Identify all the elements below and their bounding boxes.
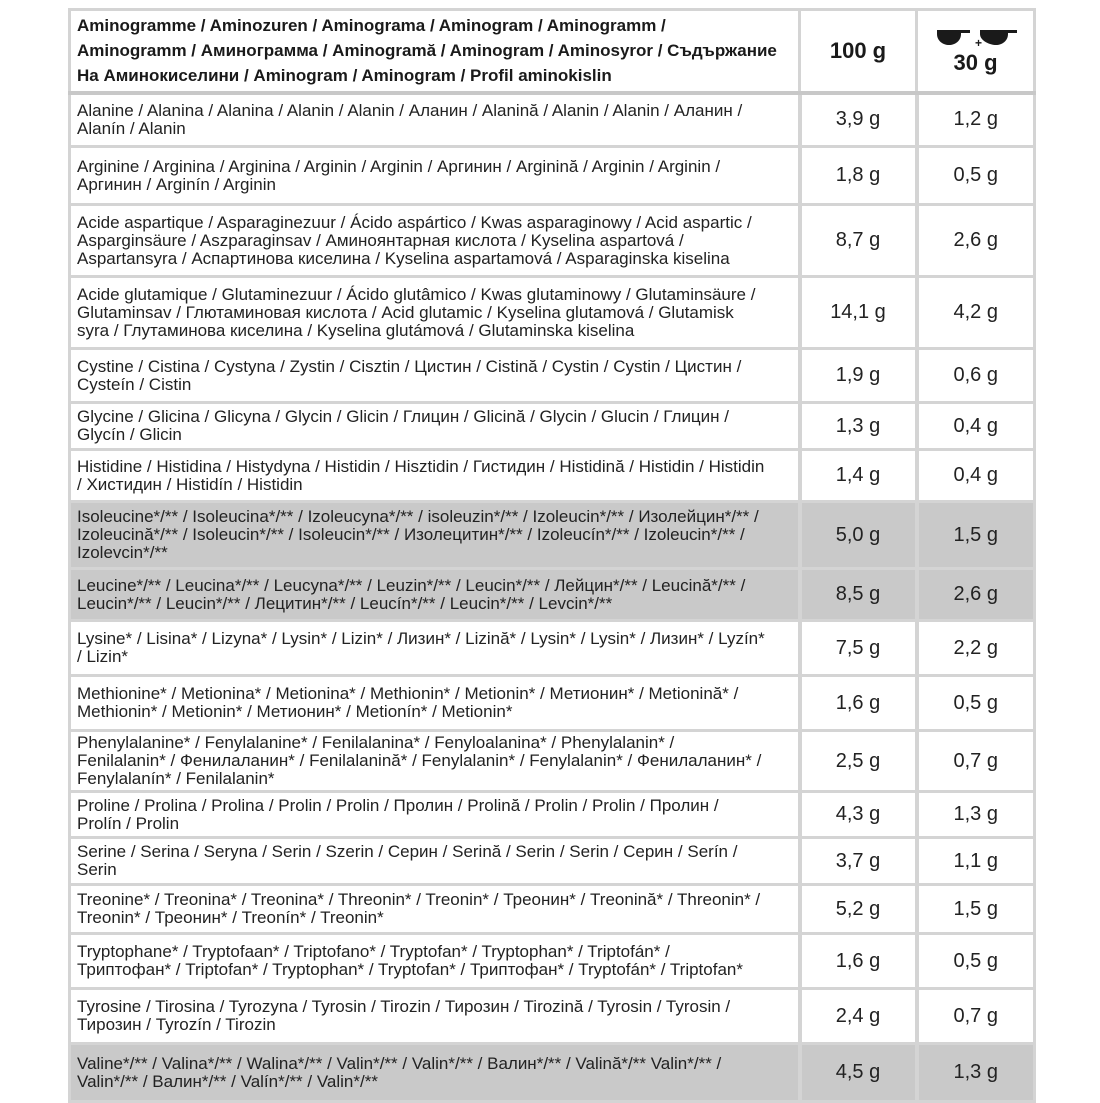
table-row [70,349,1035,403]
table-row [70,731,1035,792]
amino-acid-name: Proline / Prolina / Prolina / Prolin / Prolin / Пролин / Prolină / Prolin / Prolin / Пролин / Prolín / Prolin [70,792,800,838]
table-row [70,205,1035,277]
value-per-100g: 2,5 g [800,731,917,792]
value-per-100g: 1,8 g [800,147,917,205]
value-per-serving: 1,5 g [917,502,1035,569]
value-per-100g: 3,9 g [800,93,917,147]
value-per-serving: 4,2 g [917,277,1035,349]
value-per-100g: 7,5 g [800,621,917,676]
value-per-100g: 8,5 g [800,569,917,621]
per-serving-header [917,10,1035,93]
amino-acid-name: Tyrosine / Tirosina / Tyrozyna / Tyrosin / Tirozin / Тирозин / Tirozină / Tyrosin / Tyrosin / Тирозин / Tyrozín / Tirozin [70,989,800,1044]
table-title: Aminogramme / Aminozuren / Aminograma / Aminogram / Aminogramm / Aminogramm / Аминограмма / Aminogramă / Aminogram / Aminosyror / Съдържание На Аминокиселини / Aminogram / Aminogram / Profil aminokislin [70,10,800,93]
table-row [70,989,1035,1044]
table-row [70,838,1035,885]
two-scoops-icon [935,26,1017,48]
svg-text:+: + [974,35,982,48]
value-per-100g: 4,3 g [800,792,917,838]
amino-acid-name: Serine / Serina / Seryna / Serin / Szerin / Серин / Serină / Serin / Serin / Серин / Serín / Serin [70,838,800,885]
table-row [70,502,1035,569]
table-row [70,93,1035,147]
value-per-100g: 1,6 g [800,934,917,989]
value-per-serving: 1,1 g [917,838,1035,885]
value-per-100g: 1,9 g [800,349,917,403]
table-row [70,1044,1035,1102]
amino-acid-name: Lysine* / Lisina* / Lizyna* / Lysin* / Lizin* / Лизин* / Lizină* / Lysin* / Lysin* / Лизин* / Lyzín* / Lizin* [70,621,800,676]
table-row [70,885,1035,934]
value-per-100g: 4,5 g [800,1044,917,1102]
value-per-100g: 14,1 g [800,277,917,349]
value-per-serving: 2,2 g [917,621,1035,676]
value-per-serving: 0,4 g [917,450,1035,502]
value-per-serving: 0,5 g [917,676,1035,731]
value-per-serving: 1,2 g [917,93,1035,147]
value-per-100g: 5,2 g [800,885,917,934]
amino-acid-name: Isoleucine*/** / Isoleucina*/** / Izoleucyna*/** / isoleuzin*/** / Izoleucin*/** / Изолейцин*/** / Izoleucină*/** / Isoleucin*/** / Isoleucin*/** / Изолецитин*/** / Izoleucín*/** / Izoleucin*/** / Izolevcin*/** [70,502,800,569]
table-row [70,676,1035,731]
amino-acid-name: Treonine* / Treonina* / Treonina* / Threonin* / Treonin* / Треонин* / Treonină* / Threonin* / Treonin* / Треонин* / Treonín* / Treonin* [70,885,800,934]
table-row [70,934,1035,989]
value-per-serving: 0,7 g [917,989,1035,1044]
amino-acid-name: Methionine* / Metionina* / Metionina* / Methionin* / Metionin* / Метионин* / Metionină* / Methionin* / Metionin* / Метионин* / Metionín* / Metionin* [70,676,800,731]
amino-acid-table [68,8,1036,1103]
table-row [70,403,1035,450]
value-per-100g: 1,4 g [800,450,917,502]
table-row [70,621,1035,676]
amino-acid-name: Alanine / Alanina / Alanina / Alanin / Alanin / Аланин / Alanină / Alanin / Alanin / Аланин / Alanín / Alanin [70,93,800,147]
amino-acid-name: Leucine*/** / Leucina*/** / Leucyna*/** / Leuzin*/** / Leucin*/** / Лейцин*/** / Leucină*/** / Leucin*/** / Leucin*/** / Лецитин*/** / Leucín*/** / Leucin*/** / Levcin*/** [70,569,800,621]
value-per-serving: 2,6 g [917,205,1035,277]
value-per-100g: 2,4 g [800,989,917,1044]
value-per-serving: 0,5 g [917,147,1035,205]
amino-acid-name: Glycine / Glicina / Glicyna / Glycin / Glicin / Глицин / Glicină / Glycin / Glucin / Глицин / Glycín / Glicin [70,403,800,450]
value-per-serving: 0,5 g [917,934,1035,989]
table-row [70,147,1035,205]
value-per-serving: 2,6 g [917,569,1035,621]
table-row [70,277,1035,349]
per-serving-label: 30 g [953,49,998,75]
amino-acid-name: Arginine / Arginina / Arginina / Arginin / Arginin / Аргинин / Arginină / Arginin / Arginin / Аргинин / Arginín / Arginin [70,147,800,205]
value-per-serving: 0,6 g [917,349,1035,403]
amino-acid-name: Acide aspartique / Asparaginezuur / Ácido aspártico / Kwas asparaginowy / Acid aspartic / Asparginsäure / Aszparaginsav / Аминоянтарная кислота / Kyselina aspartová / Aspartansyra / Аспартинова киселина / Kyselina aspartamová / Asparaginska kiselina [70,205,800,277]
value-per-100g: 1,3 g [800,403,917,450]
amino-acid-name: Valine*/** / Valina*/** / Walina*/** / Valin*/** / Valin*/** / Валин*/** / Valină*/** Valin*/** / Valin*/** / Валин*/** / Valín*/** / Valin*/** [70,1044,800,1102]
amino-acid-name: Tryptophane* / Tryptofaan* / Triptofano* / Tryptofan* / Tryptophan* / Triptofán* / Триптофан* / Triptofan* / Tryptophan* / Tryptofan* / Триптофан* / Tryptofán* / Triptofan* [70,934,800,989]
amino-acid-name: Histidine / Histidina / Histydyna / Histidin / Hisztidin / Гистидин / Histidină / Histidin / Histidin / Хистидин / Histidín / Histidin [70,450,800,502]
per-100g-header: 100 g [800,10,917,93]
value-per-serving: 1,3 g [917,1044,1035,1102]
table-row [70,450,1035,502]
table-row [70,569,1035,621]
value-per-serving: 1,3 g [917,792,1035,838]
value-per-100g: 8,7 g [800,205,917,277]
amino-acid-name: Cystine / Cistina / Cystyna / Zystin / Cisztin / Цистин / Cistină / Cystin / Cystin / Цистин / Cysteín / Cistin [70,349,800,403]
value-per-100g: 1,6 g [800,676,917,731]
value-per-serving: 1,5 g [917,885,1035,934]
amino-acid-name: Acide glutamique / Glutaminezuur / Ácido glutâmico / Kwas glutaminowy / Glutaminsäure / Glutaminsav / Глютаминовая кислота / Acid glutamic / Kyselina glutamová / Glutamisk syra / Глутаминова киселина / Kyselina glutámová / Glutaminska kiselina [70,277,800,349]
amino-acid-name: Phenylalanine* / Fenylalanine* / Fenilalanina* / Fenyloalanina* / Phenylalanin* / Fenilalanin* / Фенилаланин* / Fenilalanină* / Fenylalanin* / Fenylalanin* / Фенилаланин* / Fenylalanín* / Fenilalanin* [70,731,800,792]
value-per-serving: 0,4 g [917,403,1035,450]
table-row [70,792,1035,838]
value-per-100g: 5,0 g [800,502,917,569]
value-per-serving: 0,7 g [917,731,1035,792]
value-per-100g: 3,7 g [800,838,917,885]
header-row [70,10,1035,93]
